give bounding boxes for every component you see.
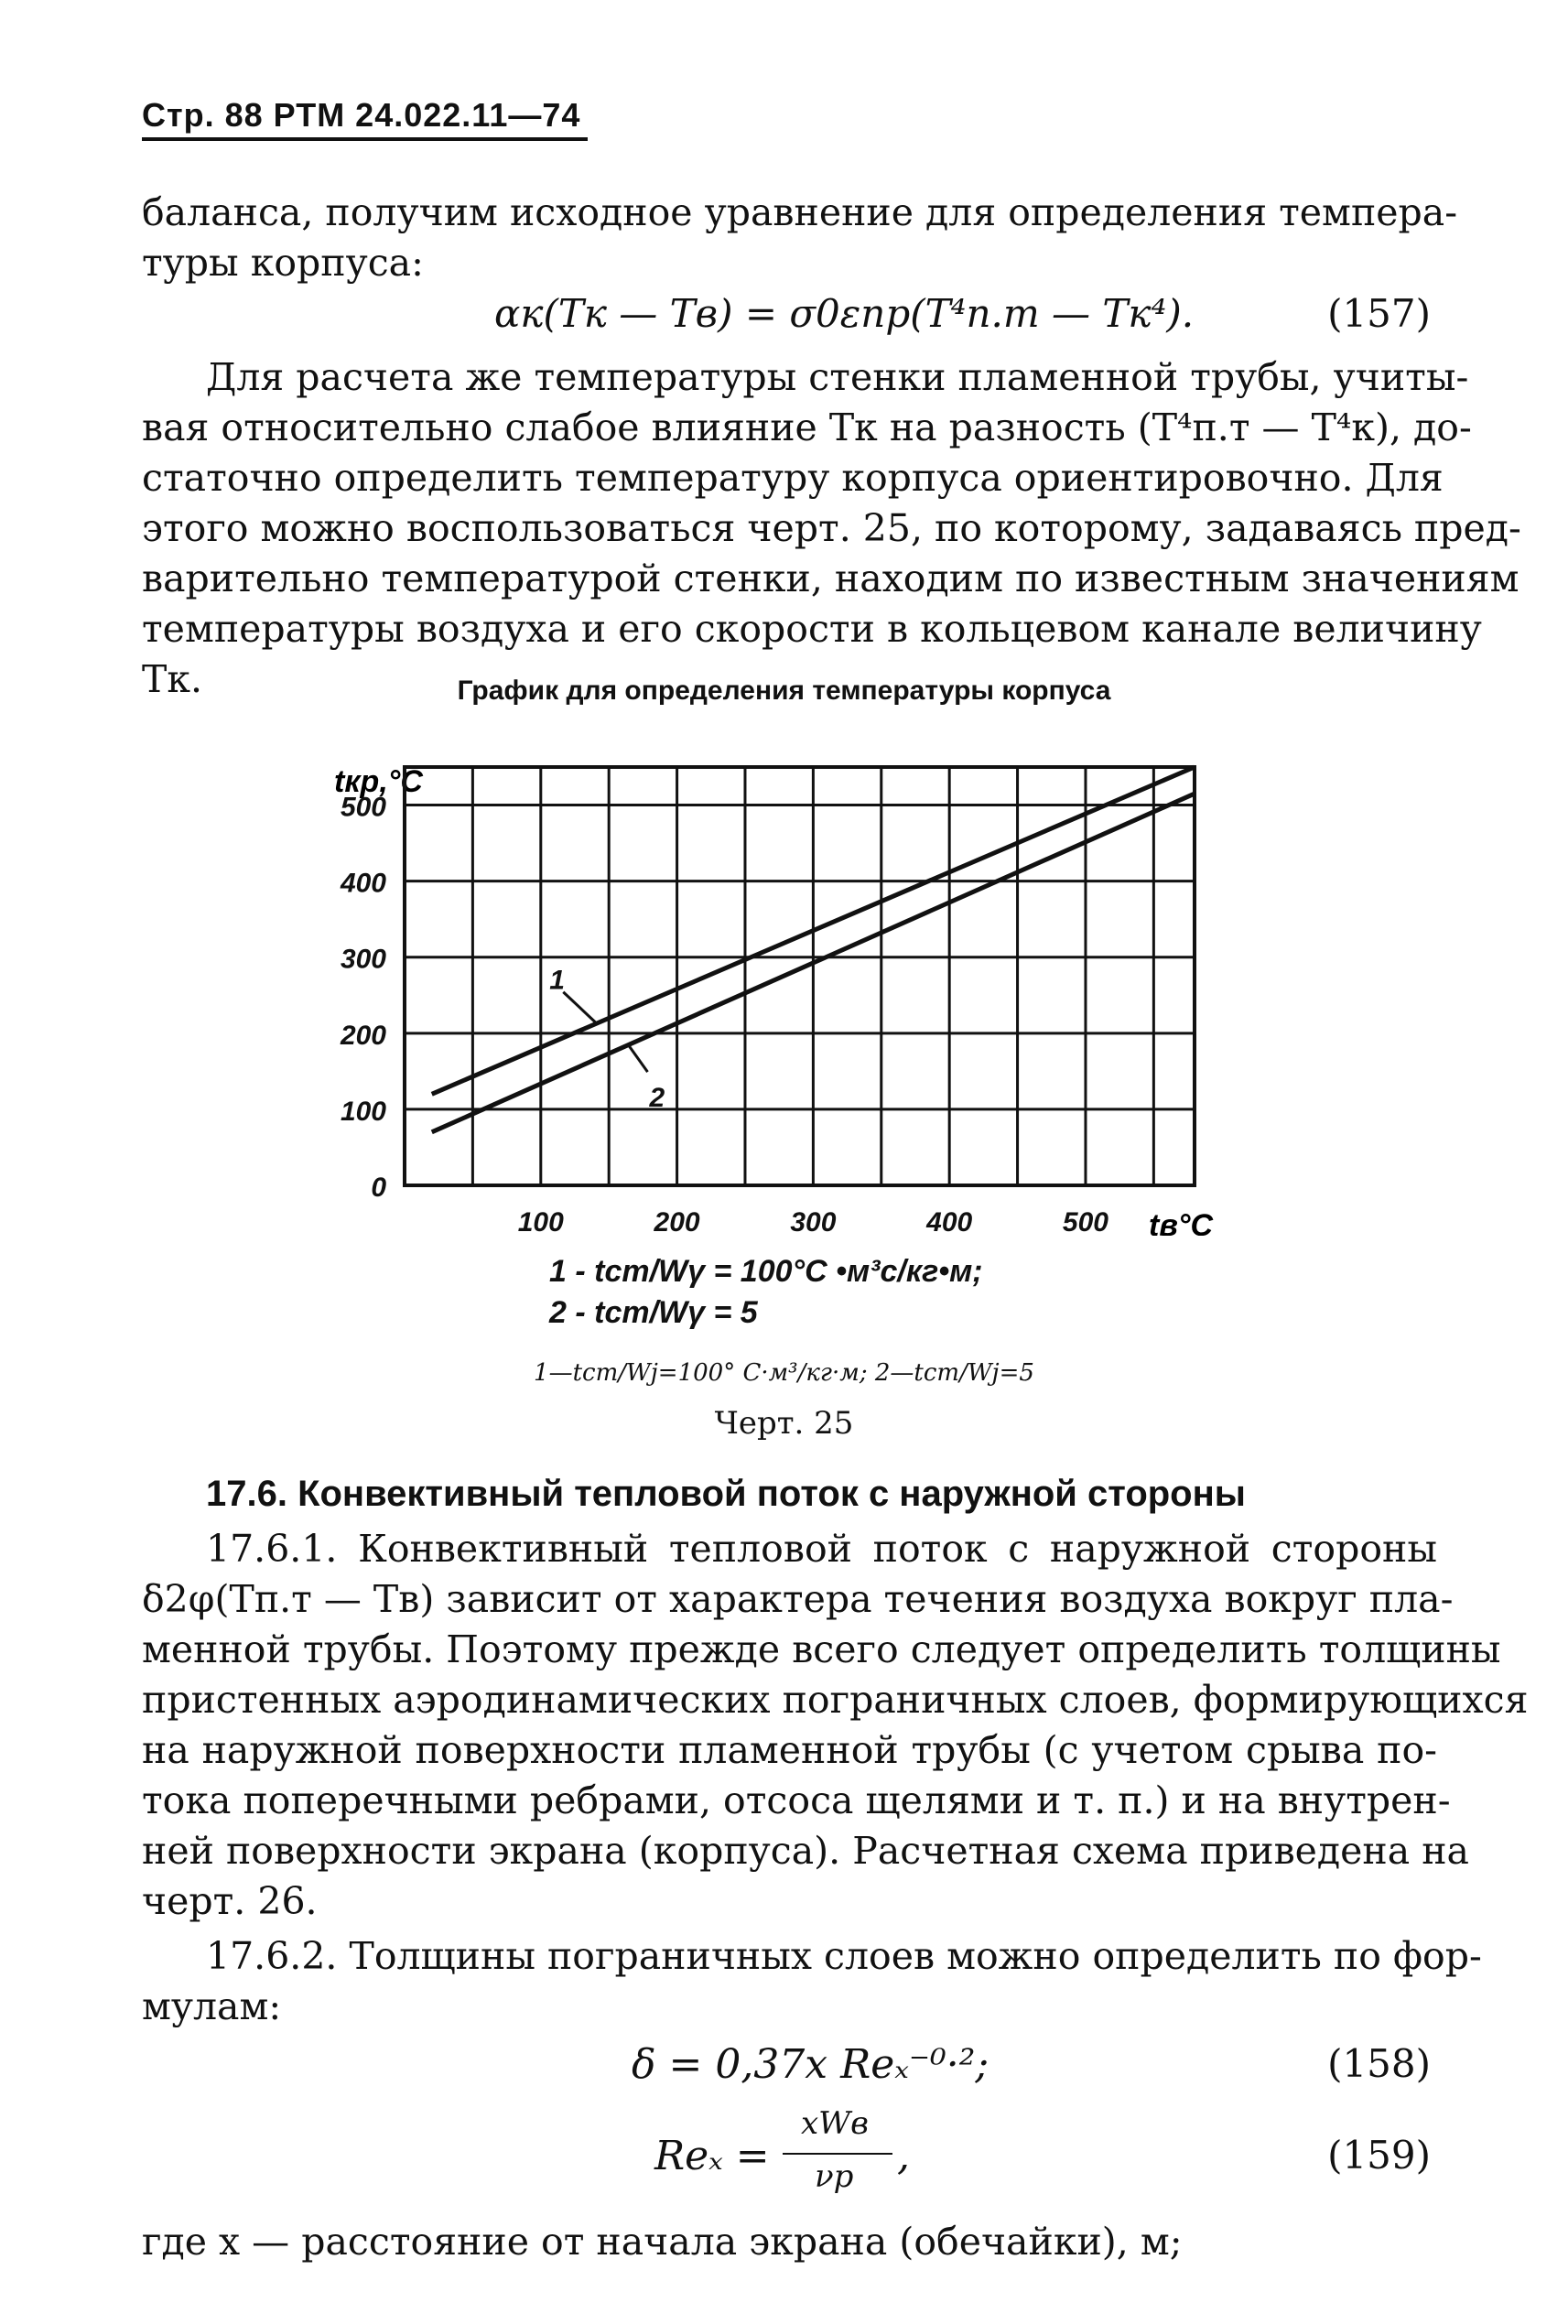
- page-header: Стр. 88 РТМ 24.022.11—74: [142, 96, 581, 134]
- chart-caption: График для определения температуры корпуса: [457, 676, 1111, 706]
- x-tick-label: 500: [1062, 1207, 1108, 1236]
- text-line: статочно определить температуру корпуса ориентировочно. Для: [142, 456, 1444, 500]
- printed-legend: 1—tст/Wj=100° С·м³/кг·м; 2—tст/Wj=5: [534, 1359, 1034, 1387]
- section-title: 17.6. Конвективный тепловой поток с наружной стороны: [206, 1474, 1246, 1514]
- series-1-leader: [563, 992, 595, 1022]
- x-tick-label: 400: [926, 1207, 973, 1236]
- paragraph-1: [142, 188, 1458, 288]
- text-line: этого можно воспользоваться черт. 25, по которому, задаваясь пред-: [142, 506, 1521, 550]
- figure-label: Черт. 25: [714, 1405, 854, 1442]
- text-line: менной трубы. Поэтому прежде всего следует определить толщины: [142, 1627, 1501, 1671]
- y-axis-label: tкр,°C: [334, 764, 423, 799]
- series-2-leader: [630, 1046, 648, 1072]
- paragraph-2: [142, 352, 1521, 705]
- x-tick-label: 100: [517, 1207, 564, 1236]
- series-2-label: 2: [649, 1083, 665, 1114]
- x-tick-label: 200: [654, 1207, 700, 1236]
- series-markers: [549, 966, 665, 1113]
- chart-tick-labels: [340, 793, 1108, 1236]
- equation-159-number: (159): [1327, 2133, 1431, 2178]
- text-line: баланса, получим исходное уравнение для определения темпера-: [142, 190, 1458, 234]
- paragraph-5: где x — расстояние от начала экрана (обечайки), м;: [142, 2220, 1183, 2264]
- chart-grid: [405, 767, 1195, 1185]
- text-line: Для расчета же температуры стенки пламенной трубы, учиты-: [206, 355, 1469, 399]
- series-1-label: 1: [549, 965, 565, 996]
- equation-159-denominator: νр: [815, 2158, 854, 2195]
- y-tick-label: 200: [340, 1020, 386, 1051]
- y-tick-label: 0: [371, 1173, 386, 1203]
- equation-157: αк(Tк — Tв) = σ0εпр(T⁴п.т — Tк⁴).: [494, 291, 1195, 336]
- x-tick-label: 300: [790, 1207, 837, 1236]
- fraction-bar: [783, 2153, 892, 2155]
- equation-158-number: (158): [1327, 2041, 1431, 2086]
- text-line: ней поверхности экрана (корпуса). Расчетная схема приведена на: [142, 1829, 1469, 1873]
- temperature-chart: [320, 751, 1236, 1236]
- text-line: туры корпуса:: [142, 241, 424, 285]
- equation-158: δ = 0,37x Reₓ⁻⁰·²;: [632, 2041, 989, 2088]
- y-tick-label: 100: [340, 1096, 386, 1127]
- text-line: 17.6.2. Толщины пограничных слоев можно определить по фор-: [206, 1934, 1482, 1978]
- text-line: варительно температурой стенки, находим по известным значениям: [142, 557, 1519, 600]
- paragraph-3: [142, 1524, 1529, 1927]
- text-line: черт. 26.: [142, 1879, 318, 1923]
- equation-159: [654, 2105, 947, 2197]
- text-line: пристенных аэродинамических пограничных слоев, формирующихся: [142, 1678, 1529, 1722]
- plot-frame: [405, 767, 1195, 1185]
- y-tick-label: 500: [340, 792, 386, 823]
- chart-legend-2: 2 - tст/Wγ = 5: [549, 1295, 758, 1330]
- text-line: тока поперечными ребрами, отсоса щелями и т. п.) и на внутрен-: [142, 1778, 1451, 1822]
- equation-159-numerator: xWв: [801, 2105, 869, 2142]
- text-line: мулам:: [142, 1984, 282, 2028]
- x-axis-label: tв°C: [1149, 1208, 1214, 1236]
- text-line: на наружной поверхности пламенной трубы (с учетом срыва по-: [142, 1728, 1437, 1772]
- y-tick-label: 400: [340, 868, 386, 899]
- chart-legend-1: 1 - tст/Wγ = 100°С •м³с/кг•м;: [549, 1254, 983, 1289]
- text-line: 17.6.1. Конвективный тепловой поток с наружной стороны: [206, 1527, 1437, 1571]
- text-line: вая относительно слабое влияние Tк на разность (T⁴п.т — T⁴к), до-: [142, 405, 1472, 449]
- y-tick-label: 300: [340, 944, 386, 975]
- text-line: температуры воздуха и его скорости в кольцевом канале величину: [142, 607, 1482, 651]
- text-line: Tк.: [142, 657, 203, 701]
- equation-157-number: (157): [1327, 291, 1431, 336]
- equation-159-tail: ,: [897, 2133, 910, 2179]
- text-line: δ2φ(Tп.т — Tв) зависит от характера течения воздуха вокруг пла-: [142, 1577, 1454, 1621]
- equation-159-lhs: Reₓ =: [654, 2133, 770, 2179]
- paragraph-4: [142, 1931, 1482, 2032]
- header-rule: [142, 137, 588, 141]
